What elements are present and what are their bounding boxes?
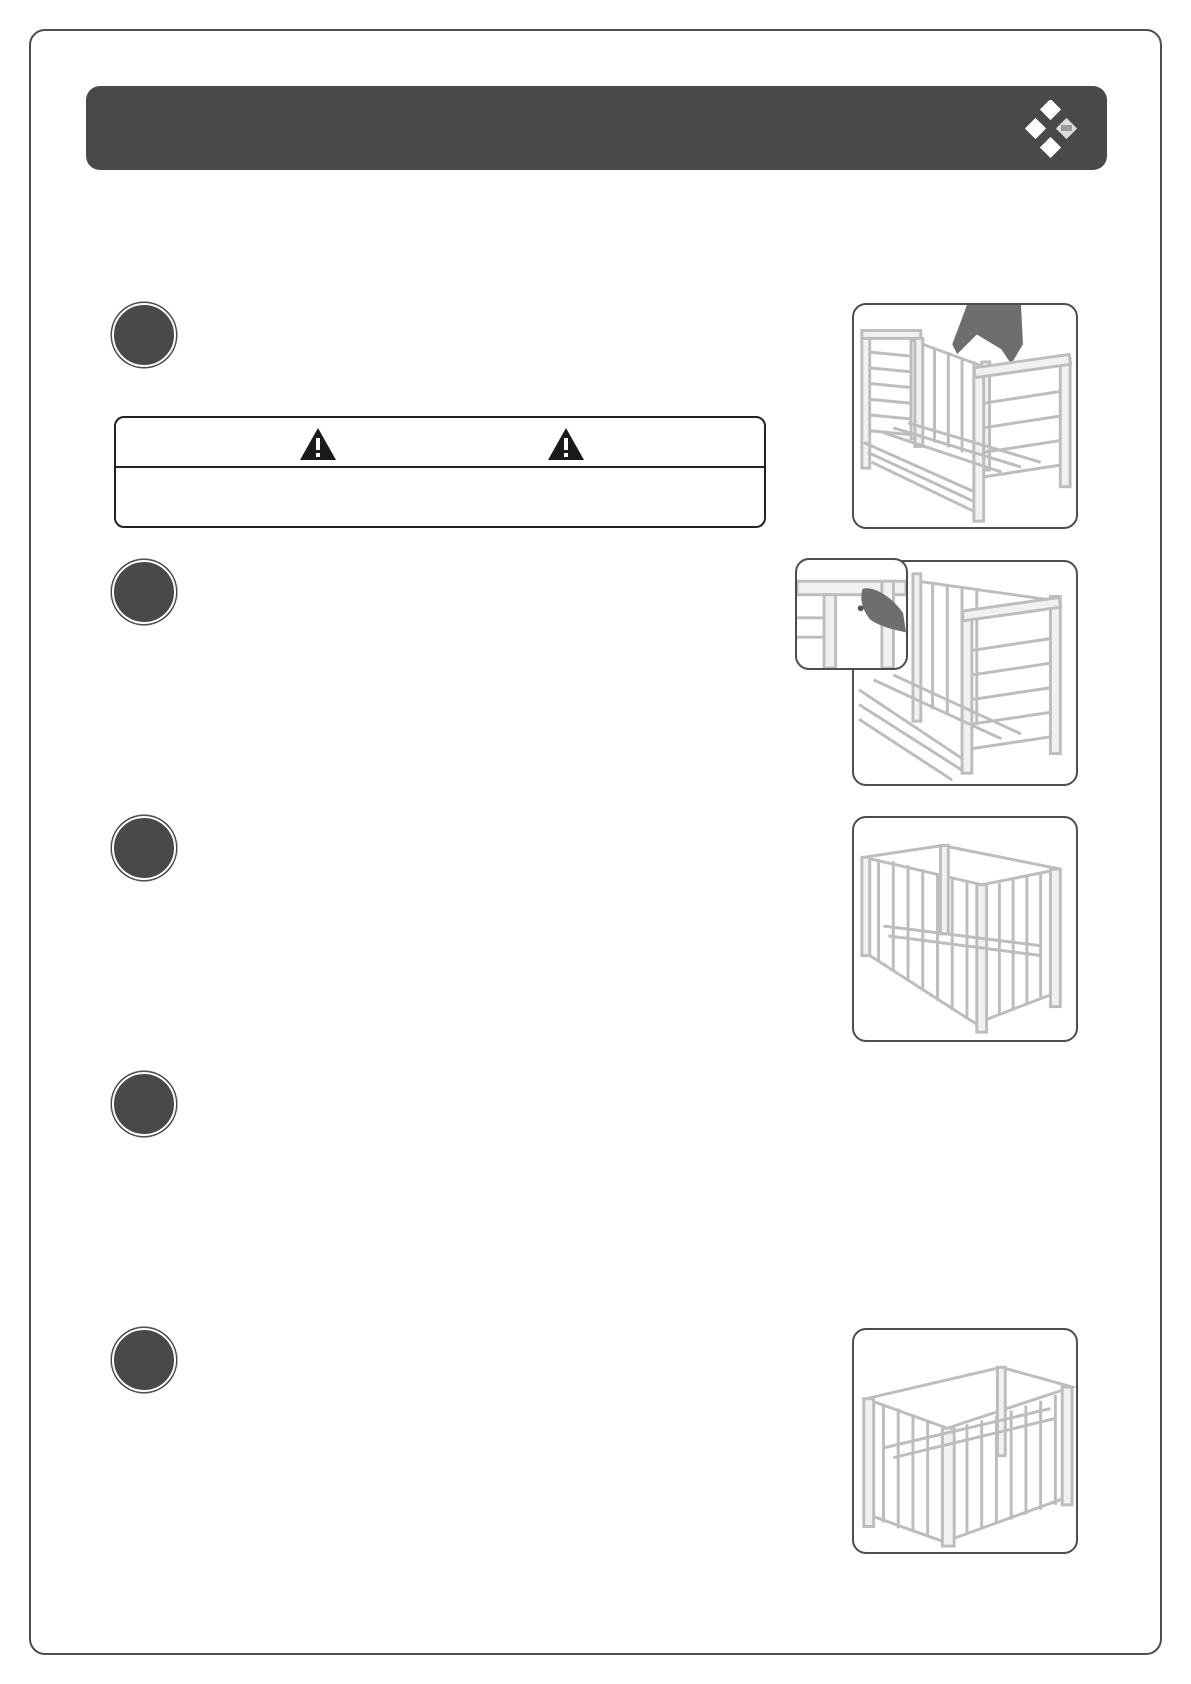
step-3-number bbox=[112, 816, 176, 880]
step-4-number bbox=[112, 1072, 176, 1136]
step-2-number bbox=[112, 560, 176, 624]
crib-side-assembly-photo bbox=[852, 303, 1078, 529]
crib-frame-assembled-photo bbox=[852, 816, 1078, 1042]
crib-complete-photo bbox=[852, 1328, 1078, 1554]
warning-triangle-icon bbox=[298, 426, 338, 462]
warning-box bbox=[114, 416, 766, 528]
diamond-logo-icon bbox=[1023, 100, 1081, 158]
warning-triangle-icon bbox=[546, 426, 586, 462]
header-bar bbox=[86, 86, 1107, 170]
hand-bolt-inset-photo bbox=[795, 558, 908, 670]
step-1-number bbox=[112, 303, 176, 367]
warning-header bbox=[116, 418, 764, 468]
step-5-number bbox=[112, 1328, 176, 1392]
